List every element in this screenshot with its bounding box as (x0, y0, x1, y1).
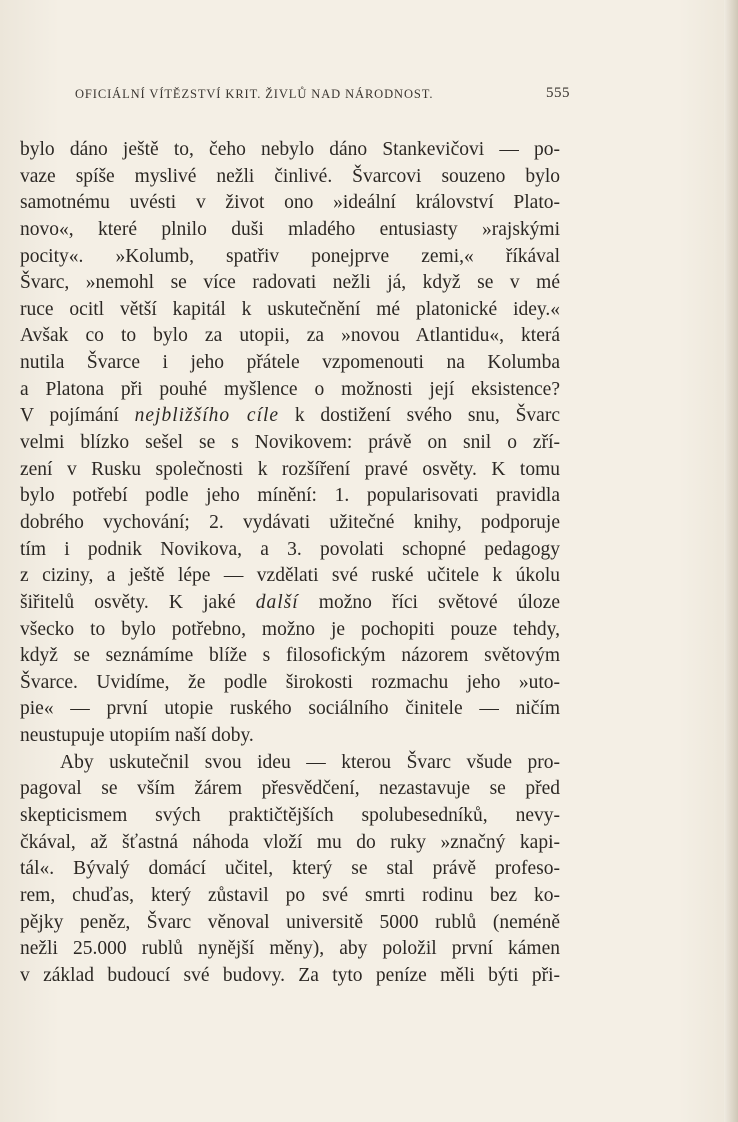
text-segment: k dostižení svého snu, Švarc (279, 405, 560, 427)
text-line: pie« — první utopie ruského sociálního činitele — ničím (20, 698, 560, 720)
text-line: skepticismem svých praktičtějších spolubesedníků, nevy- (20, 805, 560, 827)
text-line: z ciziny, a ještě lépe — vzdělati své ruské učitele k úkolu (20, 565, 560, 587)
text-line: bylo potřebí podle jeho mínění: 1. popularisovati pravidla (20, 485, 560, 507)
text-line: pějky peněz, Švarc věnoval universitě 5000 rublů (neméně (20, 911, 560, 933)
text-line: když se seznámíme blíže s filosofickým názorem světovým (20, 645, 560, 667)
text-line: všecko to bylo potřebno, možno je pochopiti pouze tehdy, (20, 618, 560, 640)
text-line: pagoval se vším žárem přesvědčení, nezastavuje se před (20, 778, 560, 800)
text-segment: možno říci světové úloze (298, 591, 560, 613)
text-line: samotnému uvésti v život ono »ideální království Plato- (20, 192, 560, 214)
body-text (20, 137, 560, 990)
text-line: rem, chuďas, který zůstavil po své smrti rodinu bez ko- (20, 884, 560, 906)
text-line: Švarce. Uvidíme, že podle širokosti rozmachu jeho »uto- (20, 671, 560, 693)
text-line: tím i podnik Novikova, a 3. povolati schopné pedagogy (20, 538, 560, 560)
text-line: pocity«. »Kolumb, spatřiv ponejprve zemi,« říkával (20, 245, 560, 267)
text-line: novo«, které plnilo duši mladého entusiasty »rajskými (20, 218, 560, 240)
text-line: dobrého vychování; 2. vydávati užitečné knihy, podporuje (20, 511, 560, 533)
text-line: vaze spíše myslivé nežli činlivé. Švarcovi souzeno bylo (20, 165, 560, 187)
page-edge (724, 0, 738, 1122)
text-line (20, 403, 560, 430)
text-line: nežli 25.000 rublů nynější měny), aby položil první kámen (20, 938, 560, 960)
text-segment: šiřitelů osvěty. K jaké (20, 591, 256, 613)
text-segment: V pojímání (20, 405, 135, 427)
text-line: ruce ocitl větší kapitál k uskutečnění mé platonické idey.« (20, 298, 560, 320)
running-header (75, 85, 570, 109)
text-line: nutila Švarce i jeho přátele vzpomenouti na Kolumba (20, 352, 560, 374)
emphasized-text: další (255, 591, 299, 613)
text-line (20, 590, 560, 617)
text-line: a Platona při pouhé myšlence o možnosti její eksistence? (20, 378, 560, 400)
text-line: tál«. Bývalý domácí učitel, který se stal právě profeso- (20, 858, 560, 880)
text-line: zení v Rusku společnosti k rozšíření pravé osvěty. K tomu (20, 458, 560, 480)
text-line: Aby uskutečnil svou ideu — kterou Švarc všude pro- (60, 751, 560, 773)
text-line: Švarc, »nemohl se více radovati nežli já, když se v mé (20, 272, 560, 294)
text-line: neustupuje utopiím naší doby. (20, 725, 254, 747)
text-line: Avšak co to bylo za utopii, za »novou Atlantidu«, která (20, 325, 560, 347)
running-header-title: OFICIÁLNÍ VÍTĚZSTVÍ KRIT. ŽIVLŮ NAD NÁRODNOST. (75, 87, 434, 101)
text-line: v základ budoucí své budovy. Za tyto peníze měli býti při- (20, 964, 560, 986)
text-line: bylo dáno ještě to, čeho nebylo dáno Stankevičovi — po- (20, 139, 560, 160)
page-number: 555 (546, 85, 570, 101)
text-line: čkával, až šťastná náhoda vloží mu do ruky »značný kapi- (20, 831, 560, 853)
text-line: velmi blízko sešel se s Novikovem: právě on snil o zří- (20, 432, 560, 454)
emphasized-text: nejbližšího cíle (134, 405, 280, 427)
